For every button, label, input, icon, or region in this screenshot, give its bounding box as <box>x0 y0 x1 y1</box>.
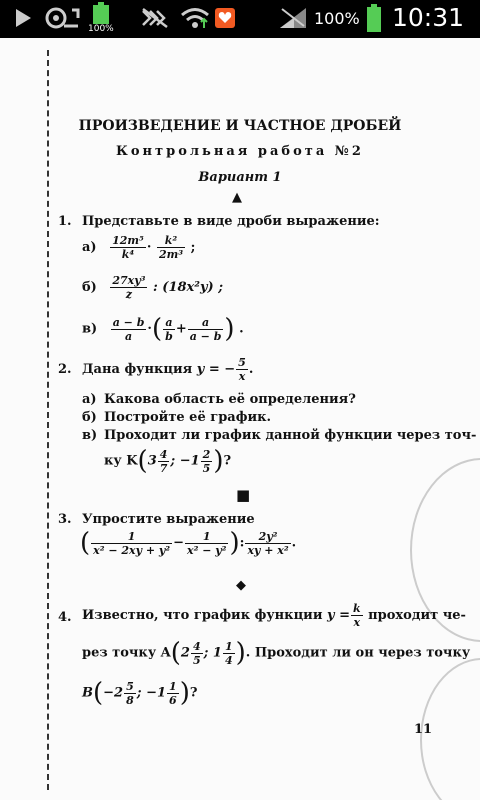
q1c-row: в) $\frac{a - b}{a}$ ·( $\frac{a}{b}$ + $\frac{a}{a - b}$ ) . <box>82 314 244 344</box>
q2a-label: а) <box>82 392 97 407</box>
q4-pointA-fraction-2: $\frac{1}{4}$ <box>224 639 233 667</box>
triangle-marker: ▲ <box>232 190 242 205</box>
q1a-row: а) $\frac{\text{12m⁵}}{\text{k⁴}}$ · $\frac{\text{k²}}{\text{2m³}}$ ; <box>82 234 196 261</box>
signal-icon <box>278 6 308 30</box>
q3-text: Упростите выражение <box>82 512 255 527</box>
q4-pointA-fraction-1: $\frac{4}{5}$ <box>192 639 201 667</box>
q4-line-3: B(−2 $\frac{5}{8}$ ; −1 $\frac{1}{6}$ )? <box>82 678 198 708</box>
q1b-row <box>82 274 223 301</box>
q4-pointB-fraction-1: $\frac{5}{8}$ <box>126 679 134 707</box>
q2c-label: в) <box>82 428 98 443</box>
q1a-fraction-2: $\frac{\text{k²}}{\text{2m³}}$ <box>158 234 184 261</box>
q4-line-2: рез точку A(2 $\frac{4}{5}$ ; 1 $\frac{1}{4}$ ). Проходит ли он через точку <box>82 638 471 668</box>
q1-number: 1. <box>58 214 72 229</box>
voicemail-icon <box>44 6 84 30</box>
q2b-text: Постройте её график. <box>104 410 272 425</box>
q1c-label: в) <box>82 321 98 337</box>
q2-fraction: $\frac{5}{x}$ <box>238 356 246 383</box>
q1-text: Представьте в виде дроби выражение: <box>82 214 380 229</box>
page-number: 11 <box>414 722 433 737</box>
q1b-rest: : (18x²y) ; <box>152 280 224 295</box>
q3-number: 3. <box>58 512 72 527</box>
q1b-label: б) <box>82 280 97 295</box>
mute-icon <box>140 6 170 30</box>
q2-number: 2. <box>58 362 72 377</box>
battery-percent: 100% <box>314 9 360 28</box>
battery-small-icon <box>92 2 110 24</box>
play-icon <box>12 6 34 30</box>
clock: 10:31 <box>392 3 465 32</box>
q1a-fraction-1: $\frac{\text{12m⁵}}{\text{k⁴}}$ <box>112 234 144 261</box>
doc-title: ПРОИЗВЕДЕНИЕ И ЧАСТНОЕ ДРОБЕЙ <box>78 118 402 134</box>
q2c-text: Проходит ли график данной функции через точ- <box>104 428 477 443</box>
battery-icon <box>366 4 382 32</box>
orange-app-icon <box>214 6 236 30</box>
q2c-fraction-1: $\frac{4}{7}$ <box>159 447 168 475</box>
q4-pointB-fraction-2: $\frac{1}{6}$ <box>169 679 177 707</box>
q2a-text: Какова область её определения? <box>104 392 356 407</box>
diamond-marker: ◆ <box>236 578 246 593</box>
q3-fraction-2: $\frac{1}{\text{x² − y²}}$ <box>187 529 227 557</box>
document-page <box>0 38 480 800</box>
q1c-fraction-2: $\frac{a}{b}$ <box>165 315 173 343</box>
q3-fraction-3: $\frac{\text{2y²}}{\text{xy + x²}}$ <box>247 529 289 557</box>
square-marker: ■ <box>236 486 251 504</box>
q2b-label: б) <box>82 410 97 425</box>
q2-row: Дана функция y = − $\frac{5}{x}$ . <box>82 356 254 383</box>
q2c-fraction-2: $\frac{2}{5}$ <box>202 447 211 475</box>
status-bar <box>0 0 480 38</box>
q1a-label: а) <box>82 240 97 255</box>
q1c-fraction-1: $\frac{a - b}{a}$ <box>112 315 145 343</box>
q1b-fraction: $\frac{\text{27xy³}}{z}$ <box>112 274 146 301</box>
q3-fraction-1: $\frac{1}{\text{x² − 2xy + y²}}$ <box>93 529 171 557</box>
q1c-fraction-3: $\frac{a}{a - b}$ <box>189 315 222 343</box>
doc-variant: Вариант 1 <box>198 170 282 185</box>
binder-line <box>47 50 49 790</box>
battery-small-percent: 100% <box>88 24 114 34</box>
wifi-icon <box>180 6 210 30</box>
q4-number: 4. <box>58 610 72 625</box>
q3-expression: ( $\frac{1}{\text{x² − 2xy + y²}}$ − $\frac{1}{\text{x² − y²}}$ ): $\frac{\text{2y²}}{\text{xy + x²}}$ . <box>80 528 297 558</box>
q4-line-1: Известно, что график функции y = $\frac{k}{x}$ проходит че- <box>82 602 466 629</box>
q4-fraction: $\frac{k}{x}$ <box>352 602 361 629</box>
doc-subtitle: Контрольная работа №2 <box>116 144 364 159</box>
q2-text: Дана функция <box>82 362 193 377</box>
q2c-point-row: ку K(3 $\frac{4}{7}$ ; −1 $\frac{2}{5}$ )? <box>104 446 232 476</box>
